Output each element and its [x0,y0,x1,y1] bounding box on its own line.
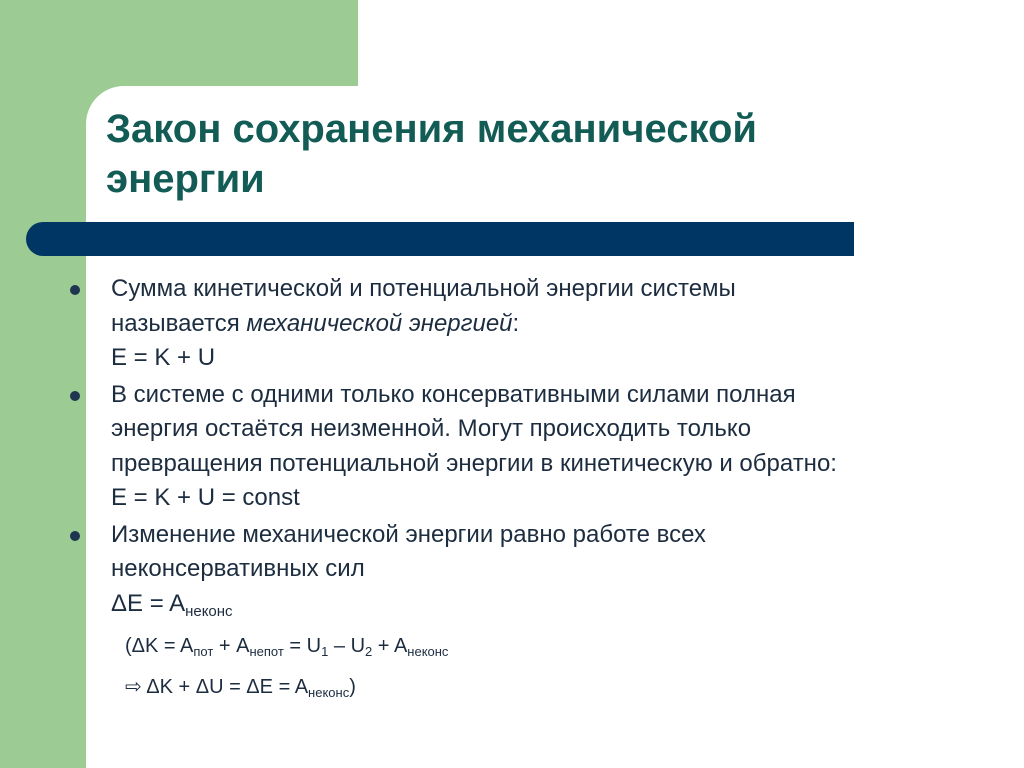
bullet-2-line-1: В системе с одними только консервативными силами полная [111,380,796,408]
detail-part: – U [328,635,366,657]
bullet-3-detail [111,629,1000,670]
bullet-1-text: называется [111,309,247,337]
detail-subscript: пот [193,644,214,659]
bullet-1-line-1: Сумма кинетической и потенциальной энергии системы [111,275,736,302]
bullet-1-line-2 [111,307,1000,342]
detail-part: (ΔK = A [125,635,194,657]
result-subscript: неконс [308,684,350,700]
slide-title [106,104,986,204]
bullet-dot-icon [70,391,80,401]
title-divider-bar [26,222,854,256]
detail-subscript: 2 [365,644,373,659]
title-line-1: Закон сохранения механической [106,107,757,151]
bullet-1-formula: E = K + U [111,344,216,371]
bullet-2-formula: E = K + U = const [111,484,300,511]
bullet-item-1 [70,272,1000,376]
bullet-item-3 [70,518,1000,711]
formula-subscript: неконс [185,602,233,620]
implies-arrow-icon: ⇨ [125,675,142,698]
bullet-2-line-3: превращения потенциальной энергии в кинетическую и обратно: [111,449,837,477]
bullet-item-2 [70,378,1000,516]
formula-main: ΔE = A [111,589,186,617]
result-text: ΔK + ΔU = ΔE = A [141,675,309,698]
bullet-dot-icon [70,531,80,541]
bullet-3-line-2: неконсервативных сил [111,555,365,582]
bullet-dot-icon [70,285,80,295]
bullet-3-result [111,670,1000,711]
detail-subscript: 1 [321,644,329,659]
bullet-2-line-2: энергия остаётся неизменной. Могут происходить только [111,415,752,442]
detail-part: + A [213,635,250,657]
bullet-1-emphasis: механической энергией [246,309,513,337]
detail-part: + A [372,635,408,657]
detail-subscript: неконс [407,644,449,659]
title-line-2: энергии [106,157,265,201]
bullet-3-formula [111,587,1000,630]
detail-subscript: непот [249,644,284,659]
bullet-1-colon: : [512,309,520,337]
slide-body [70,272,1000,712]
result-close-paren: ) [349,675,356,698]
bullet-3-line-1: Изменение механической энергии равно работе всех [111,520,706,548]
detail-part: = U [283,635,322,657]
